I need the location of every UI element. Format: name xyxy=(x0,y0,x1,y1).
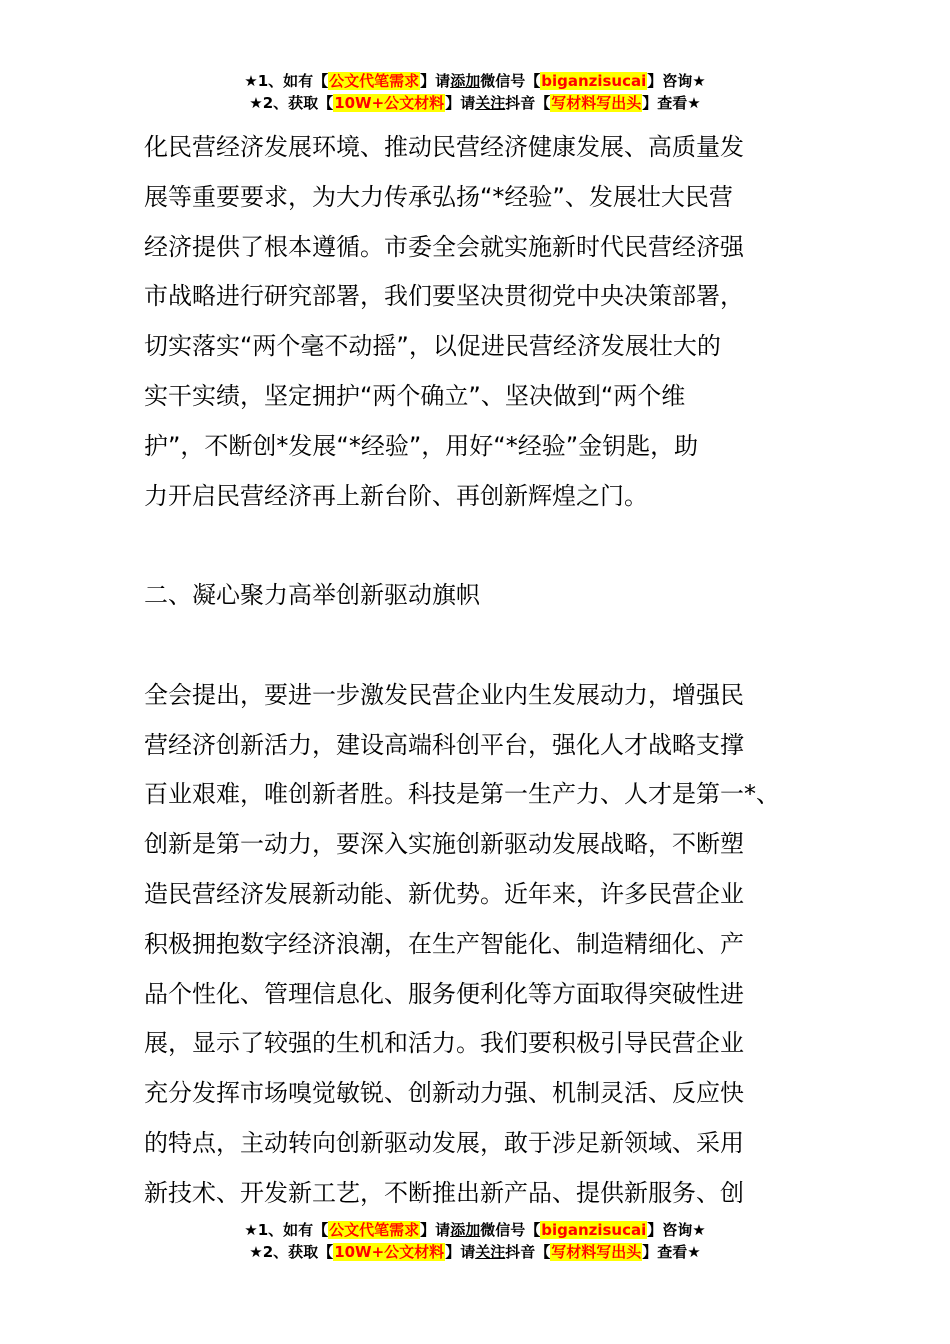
banner-text: 】请 xyxy=(420,72,451,90)
paragraph-spacer xyxy=(144,521,814,571)
text-line: 切实落实“两个毫不动摇”，以促进民营经济发展壮大的 xyxy=(144,332,721,361)
document-body xyxy=(144,123,814,1219)
banner-text: 】咨询★ xyxy=(647,72,706,90)
banner-highlight: 公文代笔需求 xyxy=(329,72,420,90)
banner-emphasis: 添加 xyxy=(450,72,481,90)
section-heading: 二、凝心聚力高举创新驱动旗帜 xyxy=(144,581,480,610)
footer-banner xyxy=(0,1219,950,1263)
banner-text: 】请 xyxy=(445,1243,476,1261)
banner-highlight: 10W+公文材料 xyxy=(334,1243,445,1261)
text-line: 新技术、开发新工艺，不断推出新产品、提供新服务、创 xyxy=(144,1178,744,1207)
text-line: 市战略进行研究部署，我们要坚决贯彻党中央决策部署， xyxy=(144,282,744,311)
text-line: 护”，不断创*发展“*经验”，用好“*经验”金钥匙，助 xyxy=(144,431,699,460)
text-line: 造民营经济发展新动能、新优势。近年来，许多民营企业 xyxy=(144,879,744,908)
banner-line-1 xyxy=(0,70,950,92)
text-line: 积极拥抱数字经济浪潮，在生产智能化、制造精细化、产 xyxy=(144,929,744,958)
banner-emphasis: 关注 xyxy=(475,94,506,112)
text-line: 全会提出，要进一步激发民营企业内生发展动力，增强民 xyxy=(144,680,744,709)
header-banner xyxy=(0,70,950,114)
text-line: 力开启民营经济再上新台阶、再创新辉煌之门。 xyxy=(144,481,648,510)
banner-emphasis: 关注 xyxy=(475,1243,506,1261)
banner-text: ★2、获取【 xyxy=(249,1243,334,1261)
banner-text: ★1、如有【 xyxy=(244,72,329,90)
text-line: 百业艰难，唯创新者胜。科技是第一生产力、人才是第一*、 xyxy=(144,780,780,809)
banner-highlight: 10W+公文材料 xyxy=(334,94,445,112)
text-line: 的特点，主动转向创新驱动发展，敢于涉足新领域、采用 xyxy=(144,1128,744,1157)
banner-text: ★2、获取【 xyxy=(249,94,334,112)
banner-text: 】咨询★ xyxy=(647,1221,706,1239)
paragraph-2 xyxy=(144,671,814,1219)
banner-text: 】请 xyxy=(420,1221,451,1239)
banner-emphasis: 添加 xyxy=(450,1221,481,1239)
text-line: 充分发挥市场嗅觉敏锐、创新动力强、机制灵活、反应快 xyxy=(144,1079,744,1108)
text-line: 营经济创新活力，建设高端科创平台，强化人才战略支撑 xyxy=(144,730,744,759)
banner-text: 抖音【 xyxy=(505,94,551,112)
text-line: 品个性化、管理信息化、服务便利化等方面取得突破性进 xyxy=(144,979,744,1008)
text-line: 化民营经济发展环境、推动民营经济健康发展、高质量发 xyxy=(144,133,744,161)
banner-line-2 xyxy=(0,1241,950,1263)
banner-text: 】请 xyxy=(445,94,476,112)
paragraph-spacer xyxy=(144,621,814,671)
paragraph-1 xyxy=(144,123,814,521)
banner-highlight: biganzisucai xyxy=(541,72,647,90)
banner-highlight: biganzisucai xyxy=(541,1221,647,1239)
text-line: 实干实绩，坚定拥护“两个确立”、坚决做到“两个维 xyxy=(144,381,686,410)
banner-text: 微信号【 xyxy=(480,72,541,90)
banner-text: ★1、如有【 xyxy=(244,1221,329,1239)
banner-text: 】查看★ xyxy=(642,1243,701,1261)
banner-text: 抖音【 xyxy=(505,1243,551,1261)
text-line: 展等重要要求，为大力传承弘扬“*经验”、发展壮大民营 xyxy=(144,182,733,211)
banner-line-2 xyxy=(0,92,950,114)
banner-text: 微信号【 xyxy=(480,1221,541,1239)
text-line: 创新是第一动力，要深入实施创新驱动发展战略，不断塑 xyxy=(144,830,744,859)
banner-highlight: 写材料写出头 xyxy=(551,94,642,112)
banner-text: 】查看★ xyxy=(642,94,701,112)
text-line: 展，显示了较强的生机和活力。我们要积极引导民营企业 xyxy=(144,1029,744,1058)
banner-highlight: 写材料写出头 xyxy=(551,1243,642,1261)
text-line: 经济提供了根本遵循。市委全会就实施新时代民营经济强 xyxy=(144,232,744,261)
banner-line-1 xyxy=(0,1219,950,1241)
banner-highlight: 公文代笔需求 xyxy=(329,1221,420,1239)
